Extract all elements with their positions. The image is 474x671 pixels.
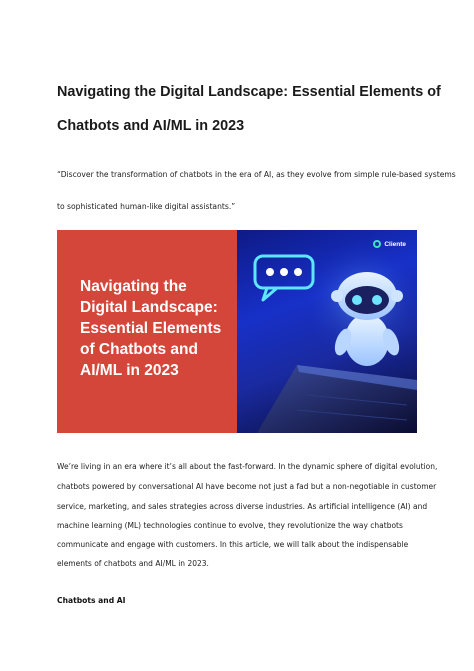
cliente-logo-text: Cliente (384, 240, 406, 248)
cliente-logo (373, 240, 406, 248)
body-paragraph-line-5: communicate and engage with customers. In this article, we will talk about the indispensable (57, 540, 409, 549)
cliente-logo-icon (373, 240, 381, 248)
laptop-illustration (257, 365, 417, 433)
body-paragraph-line-2: chatbots powered by conversational AI have become not just a fad but a non-negotiable in customer (57, 482, 437, 491)
body-paragraph-line-1: We’re living in an era where it’s all about the fast-forward. In the dynamic sphere of digital evolution, (57, 462, 438, 471)
body-paragraph-line-6: elements of chatbots and AI/ML in 2023. (57, 559, 209, 568)
banner-title-line-2: Digital Landscape: (80, 299, 218, 316)
banner-title-line-4: of Chatbots and (80, 341, 198, 358)
body-paragraph-line-4: machine learning (ML) technologies continue to evolve, they revolutionize the way chatbots (57, 521, 403, 530)
banner-title (80, 276, 240, 381)
section-heading-chatbots-and-ai: Chatbots and AI (57, 596, 126, 605)
banner-title-line-3: Essential Elements (80, 320, 222, 337)
intro-quote-line-1: “Discover the transformation of chatbots in the era of AI, as they evolve from simple rule-based systems (57, 170, 456, 179)
banner-title-line-5: AI/ML in 2023 (80, 362, 179, 379)
document-title-line-1: Navigating the Digital Landscape: Essential Elements of (57, 84, 441, 100)
intro-quote-line-2: to sophisticated human-like digital assistants.” (57, 202, 236, 211)
body-paragraph-line-3: service, marketing, and sales strategies across diverse industries. As artificial intelligence (AI) and (57, 502, 428, 511)
chatbot-robot-illustration (237, 230, 417, 433)
banner-title-line-1: Navigating the (80, 278, 187, 295)
hero-banner-image (57, 230, 417, 433)
document-title-line-2: Chatbots and AI/ML in 2023 (57, 118, 245, 134)
banner-red-panel (57, 230, 237, 433)
banner-illustration-panel (237, 230, 417, 433)
